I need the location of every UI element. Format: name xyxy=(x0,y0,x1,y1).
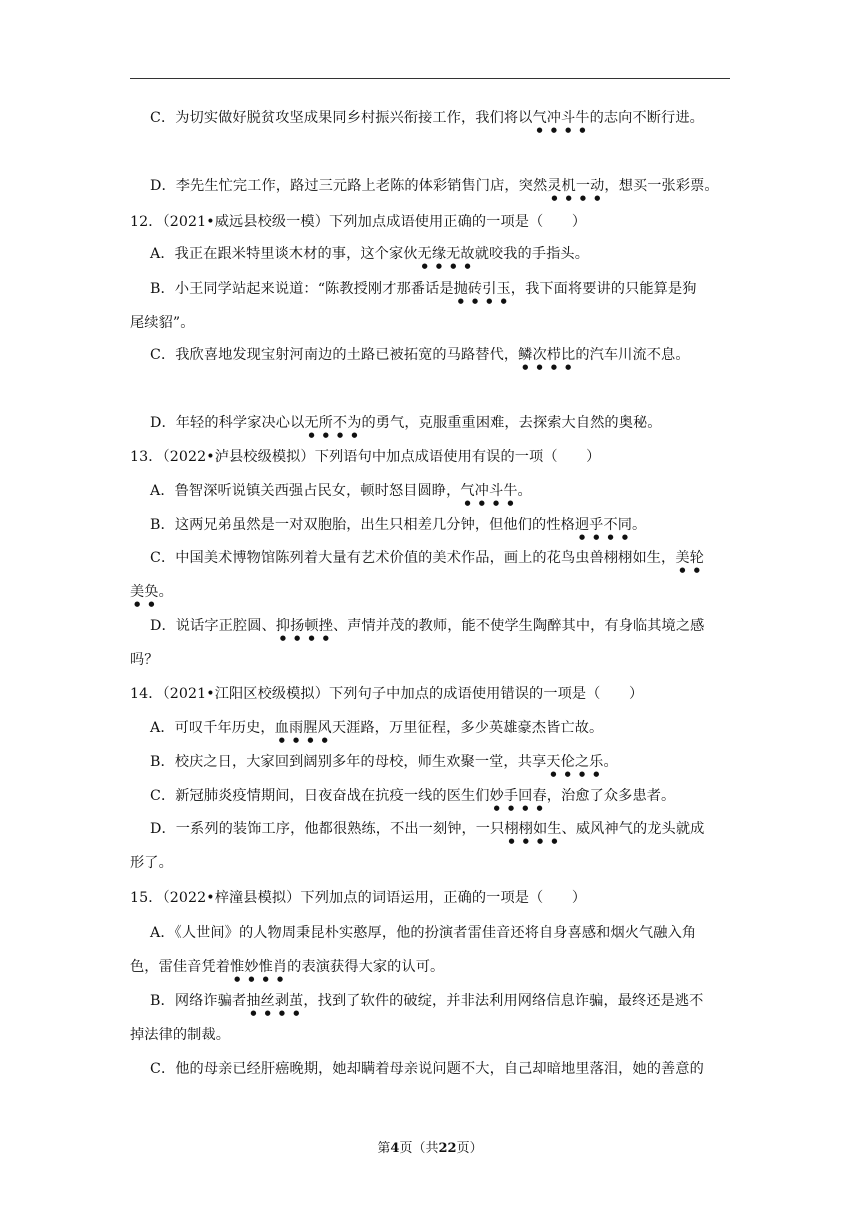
q14-option-a: A．可叹千年历史，血雨腥风天涯路，万里征程，多少英雄豪杰皆亡故。 xyxy=(150,720,604,736)
q14-stem: 14．（2021•江阳区校级模拟）下列句子中加点的成语使用错误的一项是（ ） xyxy=(130,686,644,702)
q13-option-b: B．这两兄弟虽然是一对双胞胎，出生只相差几分钟，但他们的性格迥乎不同。 xyxy=(150,517,647,533)
emphasized-idiom: 美轮 xyxy=(675,550,704,566)
emphasized-idiom: 气冲斗牛 xyxy=(532,110,590,126)
q11-option-c: C．为切实做好脱贫攻坚成果同乡村振兴衔接工作，我们将以气冲斗牛的志向不断行进。 xyxy=(150,110,704,126)
emphasized-idiom: 栩栩如生 xyxy=(504,821,562,837)
q15-stem: 15．（2022•梓潼县模拟）下列加点的词语运用，正确的一项是（ ） xyxy=(130,890,587,906)
q13-option-c: C．中国美术博物馆陈列着大量有艺术价值的美术作品，画上的花鸟虫兽栩栩如生，美轮 xyxy=(150,550,704,566)
q11-option-d: D．李先生忙完工作，路过三元路上老陈的体彩销售门店，突然灵机一动，想买一张彩票。 xyxy=(150,178,719,194)
q12-option-c: C．我欣喜地发现宝射河南边的土路已被拓宽的马路替代，鳞次栉比的汽车川流不息。 xyxy=(150,347,690,363)
emphasized-idiom: 抑扬顿挫 xyxy=(275,618,333,634)
emphasized-idiom: 气冲斗牛 xyxy=(460,483,518,499)
emphasized-idiom: 血雨腥风 xyxy=(274,720,332,736)
emphasized-idiom: 无所不为 xyxy=(304,415,362,431)
header-rule xyxy=(130,78,730,79)
q15-option-a: A．《人世间》的人物周秉昆朴实憨厚，他的扮演者雷佳音还将自身喜感和烟火气融入角 xyxy=(150,925,697,941)
q14-option-d: D．一系列的装饰工序，他都很熟练，不出一刻钟，一只栩栩如生、威风神气的龙头就成 xyxy=(150,821,705,837)
q13-stem: 13．（2022•泸县校级模拟）下列语句中加点成语使用有误的一项（ ） xyxy=(130,449,601,465)
q15-option-b: B．网络诈骗者抽丝剥茧，找到了软件的破绽，并非法利用网络信息诈骗，最终还是逃不 xyxy=(150,993,704,1009)
page-number: 4 xyxy=(390,1141,400,1156)
page-total: 22 xyxy=(438,1141,457,1156)
emphasized-idiom: 迥乎不同 xyxy=(574,517,633,533)
page-footer: 第4页（共22页） xyxy=(377,1141,483,1156)
q15-option-c: C．他的母亲已经肝癌晚期，她却瞒着母亲说问题不大，自己却暗地里落泪，她的善意的 xyxy=(150,1061,704,1077)
q13-option-c-cont: 美奂。 xyxy=(130,584,173,600)
emphasized-idiom: 妙手回春 xyxy=(489,788,547,804)
q13-option-a: A．鲁智深听说镇关西强占民女，顿时怒目圆睁，气冲斗牛。 xyxy=(150,483,532,499)
q12-option-b-cont: 尾续貂”。 xyxy=(130,315,195,331)
q13-option-d-cont: 吗？ xyxy=(130,652,159,668)
emphasized-idiom: 美奂 xyxy=(130,584,159,600)
q14-option-c: C．新冠肺炎疫情期间，日夜奋战在抗疫一线的医生们妙手回春，治愈了众多患者。 xyxy=(150,788,676,804)
q13-option-d: D．说话字正腔圆、抑扬顿挫、声情并茂的教师，能不使学生陶醉其中，有身临其境之感 xyxy=(150,618,705,634)
q12-option-a: A．我正在跟米特里谈木材的事，这个家伙无缘无故就咬我的手指头。 xyxy=(150,246,589,262)
q12-option-d: D．年轻的科学家决心以无所不为的勇气，克服重重困难，去探索大自然的奥秘。 xyxy=(150,415,662,431)
emphasized-idiom: 抛砖引玉 xyxy=(453,281,511,297)
emphasized-idiom: 天伦之乐 xyxy=(546,754,604,770)
emphasized-idiom: 抽丝剥茧 xyxy=(246,993,304,1009)
q12-option-b: B．小王同学站起来说道：“陈教授刚才那番话是抛砖引玉，我下面将要讲的只能算是狗 xyxy=(150,281,697,297)
emphasized-idiom: 无缘无故 xyxy=(417,246,475,262)
q15-option-b-cont: 掉法律的制裁。 xyxy=(130,1027,231,1043)
emphasized-idiom: 鳞次栉比 xyxy=(518,347,576,363)
q15-option-a-cont: 色，雷佳音凭着惟妙惟肖的表演获得大家的认可。 xyxy=(130,959,445,975)
emphasized-idiom: 灵机一动 xyxy=(547,178,605,194)
emphasized-idiom: 惟妙惟肖 xyxy=(230,959,288,975)
q14-option-b: B．校庆之日，大家回到阔别多年的母校，师生欢聚一堂，共享天伦之乐。 xyxy=(150,754,618,770)
q12-stem: 12．（2021•威远县校级一模）下列加点成语使用正确的一项是（ ） xyxy=(130,214,587,230)
q14-option-d-cont: 形了。 xyxy=(130,855,173,871)
